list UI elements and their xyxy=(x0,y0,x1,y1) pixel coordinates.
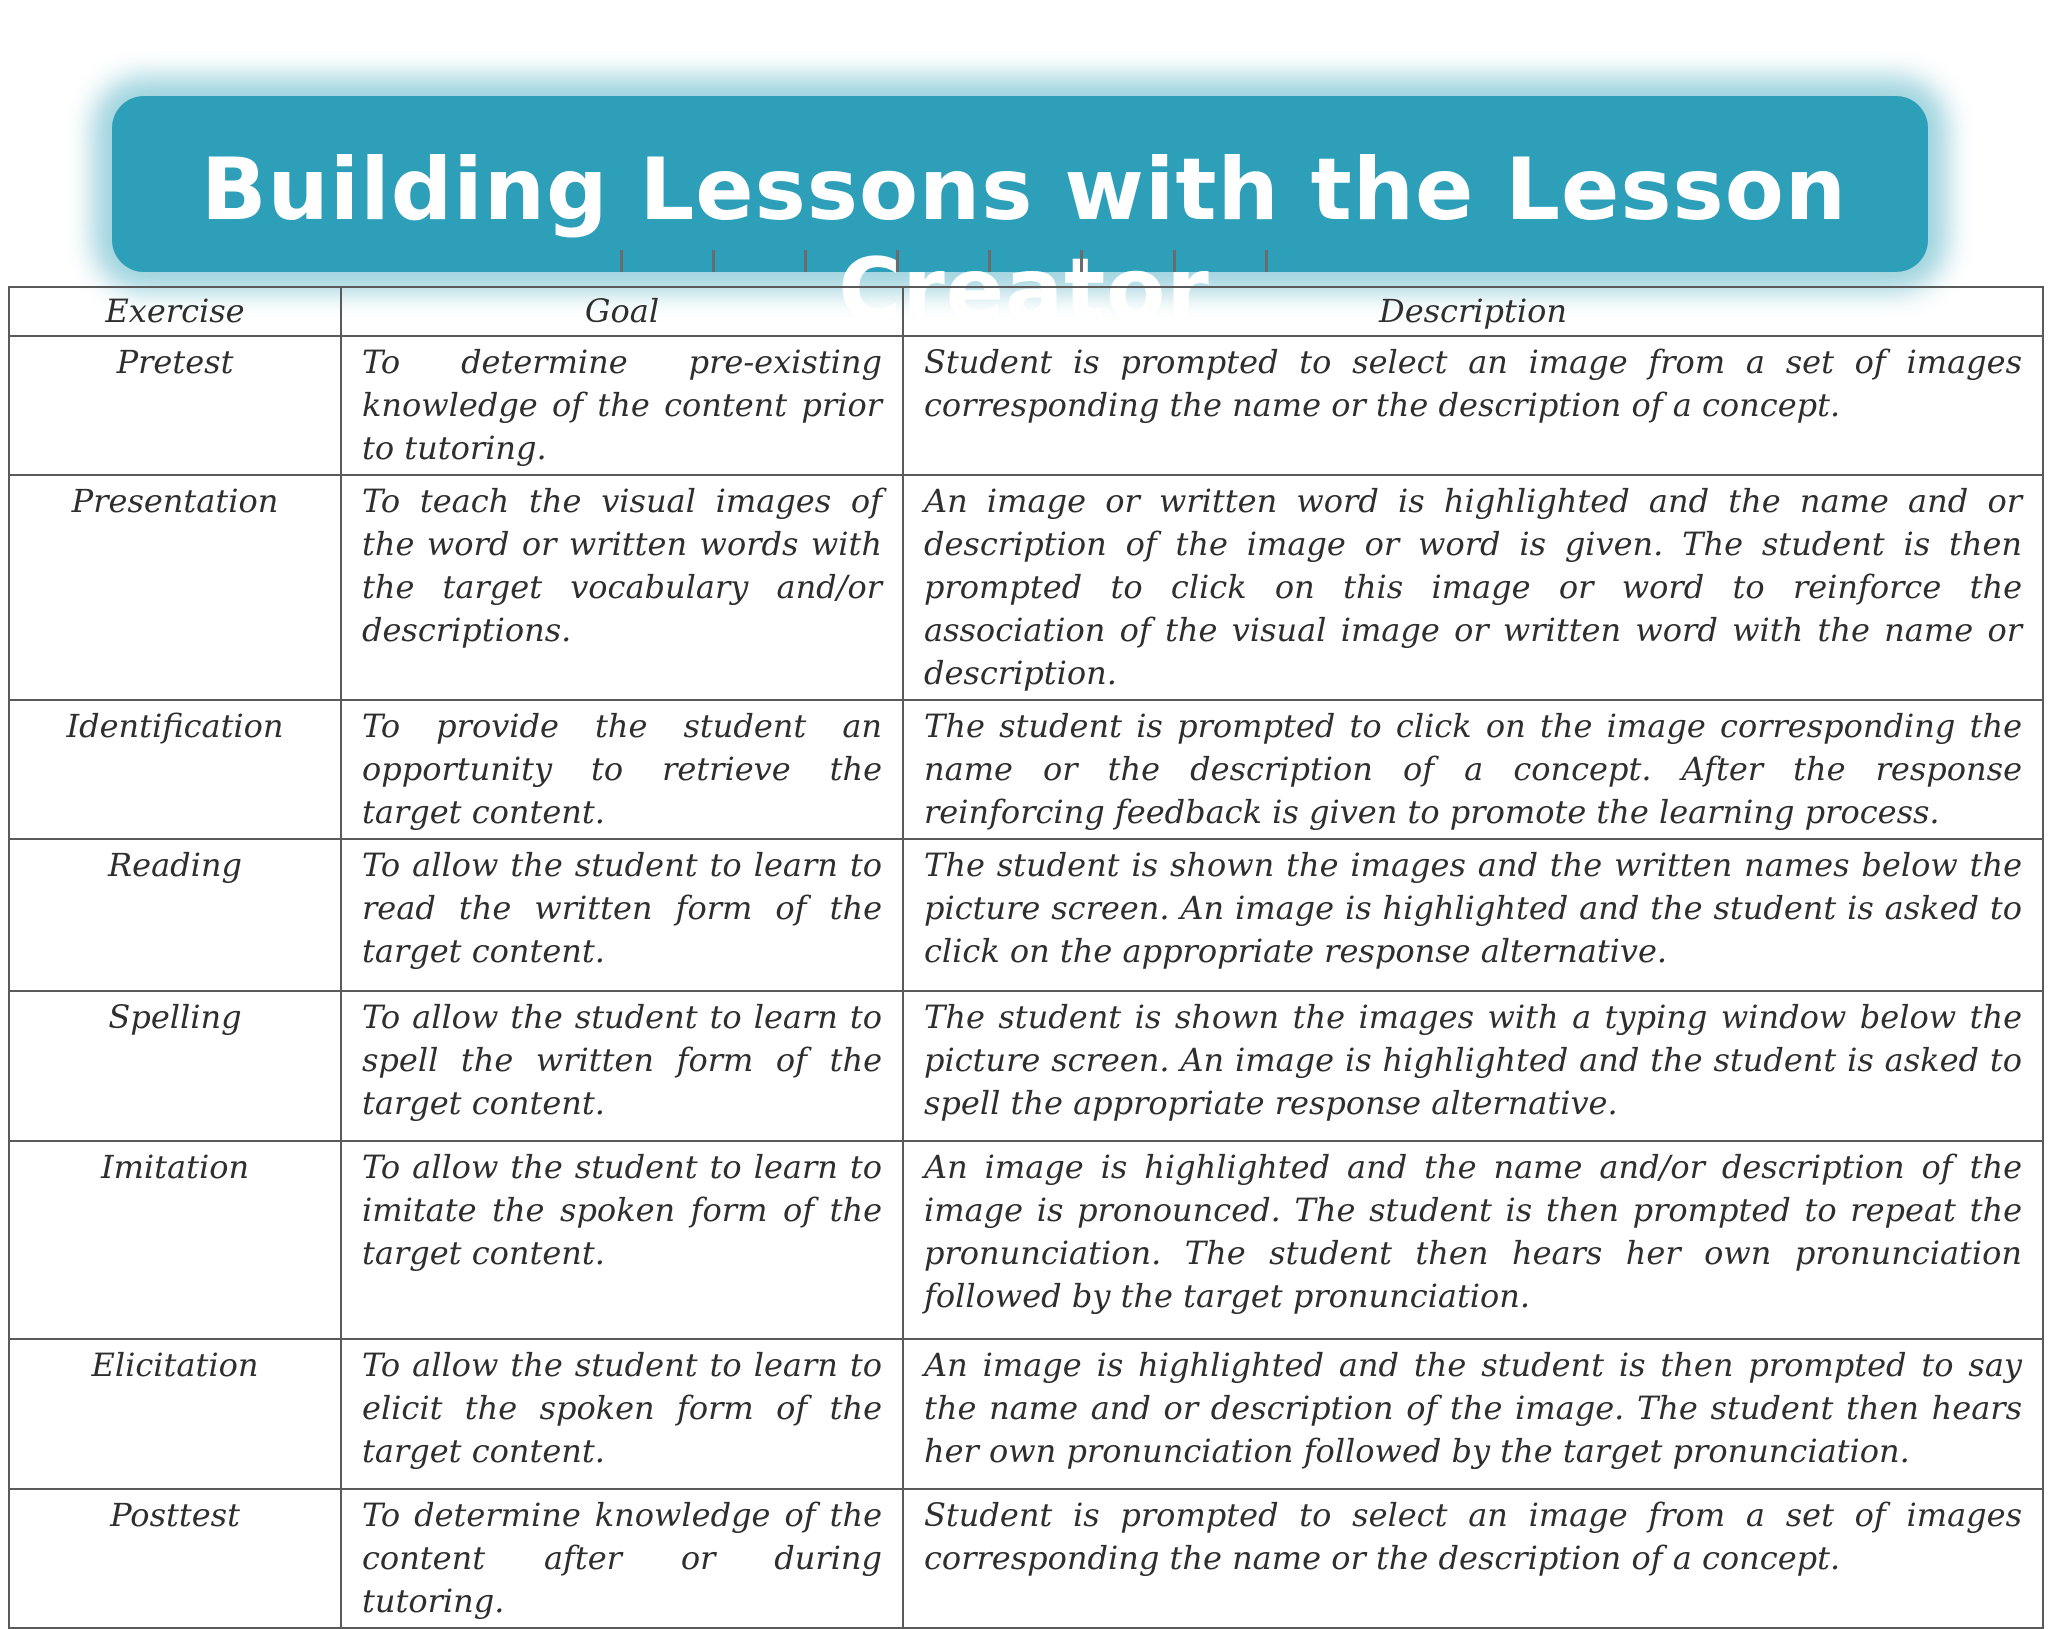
description-cell: An image or written word is highlighted and the name and or description of the image or word is given. The student is then prompted to click on this image or word to reinforce the association of the visual image or written word with the name or description. xyxy=(903,475,2043,700)
table-row xyxy=(9,475,2043,700)
table-row xyxy=(9,1489,2043,1628)
exercise-cell: Pretest xyxy=(9,336,341,475)
exercise-cell: Posttest xyxy=(9,1489,341,1628)
exercise-cell: Identification xyxy=(9,700,341,839)
caption-fragment xyxy=(988,250,1005,272)
goal-cell: To allow the student to learn to read the written form of the target content. xyxy=(341,839,903,991)
goal-cell: To allow the student to learn to imitate the spoken form of the target content. xyxy=(341,1141,903,1339)
table-row xyxy=(9,1141,2043,1339)
exercise-cell: Presentation xyxy=(9,475,341,700)
exercise-cell: Elicitation xyxy=(9,1339,341,1489)
table-header-row xyxy=(9,287,2043,336)
table-row xyxy=(9,991,2043,1141)
description-cell: The student is shown the images with a typing window below the picture screen. An image is highlighted and the student is asked to spell the appropriate response alternative. xyxy=(903,991,2043,1141)
goal-cell: To allow the student to learn to spell the written form of the target content. xyxy=(341,991,903,1141)
caption-fragment xyxy=(804,250,821,272)
description-cell: An image is highlighted and the student is then prompted to say the name and or description of the image. The student then hears her own pronunciation followed by the target pronunciation. xyxy=(903,1339,2043,1489)
table-row xyxy=(9,1339,2043,1489)
exercise-table-container xyxy=(8,286,2042,1629)
goal-cell: To allow the student to learn to elicit the spoken form of the target content. xyxy=(341,1339,903,1489)
table-row xyxy=(9,336,2043,475)
goal-cell: To provide the student an opportunity to retrieve the target content. xyxy=(341,700,903,839)
description-cell: Student is prompted to select an image from a set of images corresponding the name or the description of a concept. xyxy=(903,1489,2043,1628)
table-row xyxy=(9,839,2043,991)
description-cell: An image is highlighted and the name and/or description of the image is pronounced. The student is then prompted to repeat the pronunciation. The student then hears her own pronunciation followed by the target pronunciation. xyxy=(903,1141,2043,1339)
goal-cell: To teach the visual images of the word or written words with the target vocabulary and/or descriptions. xyxy=(341,475,903,700)
caption-fragment xyxy=(1173,250,1190,272)
header-description: Description xyxy=(903,287,2043,336)
caption-fragment xyxy=(1080,250,1097,272)
exercise-cell: Reading xyxy=(9,839,341,991)
description-cell: Student is prompted to select an image from a set of images corresponding the name or the description of a concept. xyxy=(903,336,2043,475)
exercise-cell: Imitation xyxy=(9,1141,341,1339)
description-cell: The student is prompted to click on the image corresponding the name or the description of a concept. After the response reinforcing feedback is given to promote the learning process. xyxy=(903,700,2043,839)
caption-fragment xyxy=(712,250,729,272)
caption-fragment xyxy=(1265,250,1282,272)
header-exercise: Exercise xyxy=(9,287,341,336)
description-cell: The student is shown the images and the written names below the picture screen. An image is highlighted and the student is asked to click on the appropriate response alternative. xyxy=(903,839,2043,991)
caption-fragment xyxy=(620,250,637,272)
table-row xyxy=(9,700,2043,839)
goal-cell: To determine pre-existing knowledge of the content prior to tutoring. xyxy=(341,336,903,475)
cut-off-caption xyxy=(620,250,1620,272)
caption-fragment xyxy=(896,250,913,272)
exercise-table xyxy=(8,286,2044,1629)
goal-cell: To determine knowledge of the content after or during tutoring. xyxy=(341,1489,903,1628)
header-goal: Goal xyxy=(341,287,903,336)
slide-title: Building Lessons with the Lesson Creator xyxy=(200,140,1848,340)
exercise-cell: Spelling xyxy=(9,991,341,1141)
